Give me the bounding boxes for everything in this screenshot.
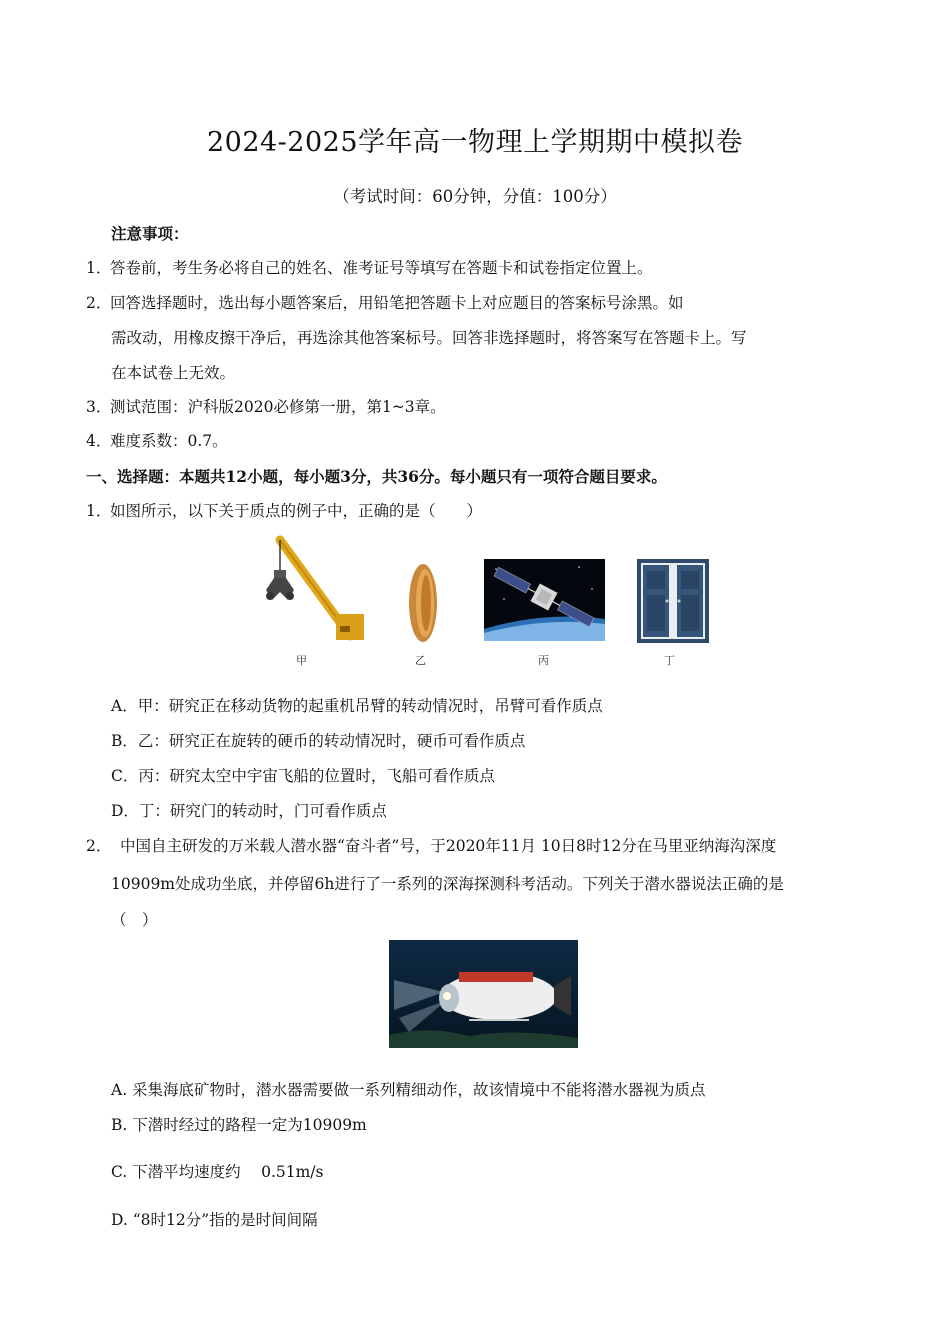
question-text: 如图所示，以下关于质点的例子中，正确的是（ ） xyxy=(110,502,483,520)
question-text: （ ） xyxy=(111,911,158,929)
note-text: 需改动，用橡皮擦干净后，再选涂其他答案标号。回答非选择题时，将答案写在答题卡上。写 xyxy=(111,329,747,347)
crane-figure xyxy=(258,532,368,644)
question-number: 1． xyxy=(86,502,112,520)
note-text: 在本试卷上无效。 xyxy=(111,364,236,382)
note-item-2 xyxy=(86,291,684,313)
note-number: 4． xyxy=(86,432,112,450)
option-d: D．丁：研究门的转动时，门可看作质点 xyxy=(111,802,387,820)
note-number: 3． xyxy=(86,398,112,416)
spacecraft-figure xyxy=(484,559,605,641)
figure-caption: 甲 xyxy=(296,654,307,667)
note-text: 答卷前，考生务必将自己的姓名、准考证号等填写在答题卡和试卷指定位置上。 xyxy=(110,259,653,277)
submersible-figure xyxy=(389,940,578,1048)
note-item-4 xyxy=(86,429,228,451)
question-text: 10909m处成功坐底，并停留6h进行了一系列的深海探测科考活动。下列关于潜水器说法正确的是 xyxy=(111,875,784,893)
note-number: 1． xyxy=(86,259,112,277)
door-figure xyxy=(637,559,709,643)
option-a: A. 采集海底矿物时，潜水器需要做一系列精细动作，故该情境中不能将潜水器视为质点 xyxy=(111,1081,706,1099)
coin-figure xyxy=(406,562,440,644)
figure-caption: 乙 xyxy=(415,654,426,667)
exam-info: （考试时间：60分钟，分值：100分） xyxy=(333,187,617,206)
option-b: B. 下潜时经过的路程一定为10909m xyxy=(111,1116,367,1134)
notes-heading: 注意事项： xyxy=(111,224,189,243)
option-d: D. “8时12分”指的是时间间隔 xyxy=(111,1211,318,1229)
question-2-stem xyxy=(86,834,776,856)
note-text: 回答选择题时，选出每小题答案后，用铅笔把答题卡上对应题目的答案标号涂黑。如 xyxy=(110,294,684,312)
note-text: 难度系数：0.7。 xyxy=(110,432,228,450)
question-text: 中国自主研发的万米载人潜水器“奋斗者”号，于2020年11月 10日8时12分在马里亚纳海沟深度 xyxy=(120,837,777,855)
section-heading: 一、选择题：本题共12小题，每小题3分，共36分。每小题只有一项符合题目要求。 xyxy=(86,467,667,486)
option-c: C．丙：研究太空中宇宙飞船的位置时，飞船可看作质点 xyxy=(111,767,495,785)
question-number: 2． xyxy=(86,837,112,855)
option-c: C. 下潜平均速度约 0.51m/s xyxy=(111,1163,324,1181)
option-b: B．乙：研究正在旋转的硬币的转动情况时，硬币可看作质点 xyxy=(111,732,526,750)
figure-caption: 丙 xyxy=(538,654,549,667)
question-1-stem xyxy=(86,499,482,521)
note-item-3 xyxy=(86,395,446,417)
page-title: 2024-2025学年高一物理上学期期中模拟卷 xyxy=(206,127,744,158)
note-item-1 xyxy=(86,256,653,278)
note-number: 2． xyxy=(86,294,112,312)
option-a: A．甲：研究正在移动货物的起重机吊臂的转动情况时，吊臂可看作质点 xyxy=(111,697,603,715)
figure-caption: 丁 xyxy=(664,654,675,667)
note-text: 测试范围：沪科版2020必修第一册，第1~3章。 xyxy=(110,398,446,416)
